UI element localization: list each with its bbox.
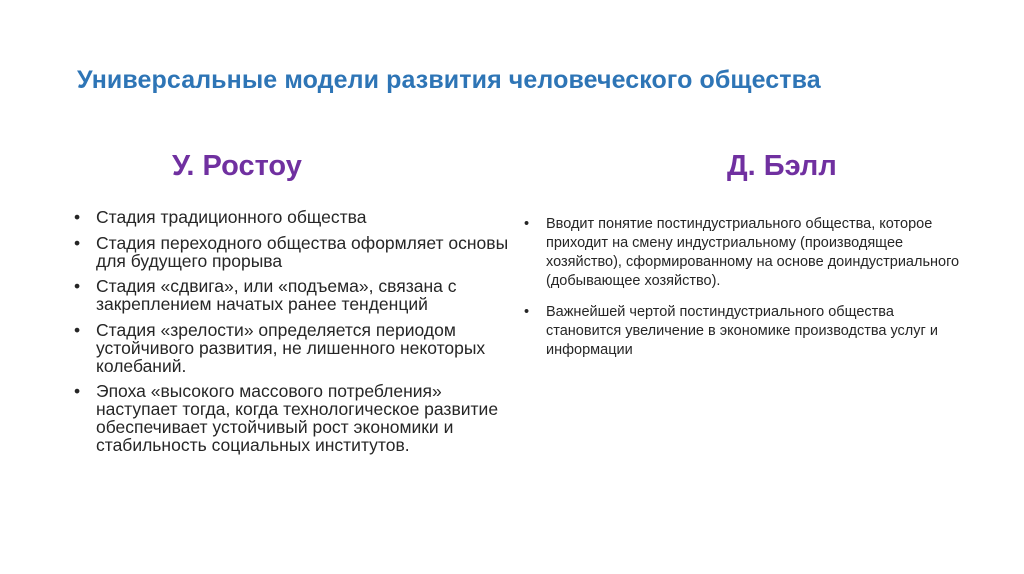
rostow-heading: У. Ростоу <box>172 150 302 182</box>
list-item-text: Важнейшей чертой постиндустриального общества становится увеличение в экономике производства услуг и информации <box>546 304 938 358</box>
bell-theory-list <box>524 215 969 372</box>
bullet-icon: • <box>74 207 81 227</box>
rostow-stages-list <box>74 209 514 463</box>
bullet-icon: • <box>74 381 81 402</box>
list-item <box>74 383 514 454</box>
bullet-icon: • <box>74 276 81 297</box>
list-item-text: Стадия традиционного общества <box>96 207 367 227</box>
list-item <box>74 209 514 227</box>
list-item <box>524 303 969 360</box>
list-item <box>524 215 969 291</box>
bullet-icon: • <box>74 319 81 340</box>
slide-title: Универсальные модели развития человеческого общества <box>77 66 821 94</box>
bullet-icon: • <box>524 304 530 320</box>
list-item-text: Стадия «сдвига», или «подъема», связана с закреплением начатых ранее тенденций <box>96 276 457 315</box>
list-item <box>74 278 514 314</box>
bullet-icon: • <box>74 232 81 253</box>
list-item-text: Эпоха «высокого массового потребления» наступает тогда, когда технологическое развитие обеспечивает устойчивый рост экономики и стабильность социальных институтов. <box>96 381 499 455</box>
list-item-text: Стадия переходного общества оформляет основы для будущего прорыва <box>96 232 509 271</box>
list-item <box>74 319 514 376</box>
bullet-icon: • <box>524 216 530 232</box>
list-item-text: Стадия «зрелости» определяется периодом устойчивого развития, не лишенного некоторых колебаний. <box>96 319 486 376</box>
list-item <box>74 232 514 271</box>
list-item-text: Вводит понятие постиндустриального общества, которое приходит на смену индустриальному (производящее хозяйство), сформированному на основе доиндустриального (добывающее хозяйство). <box>546 216 960 289</box>
bell-heading: Д. Бэлл <box>727 150 837 182</box>
